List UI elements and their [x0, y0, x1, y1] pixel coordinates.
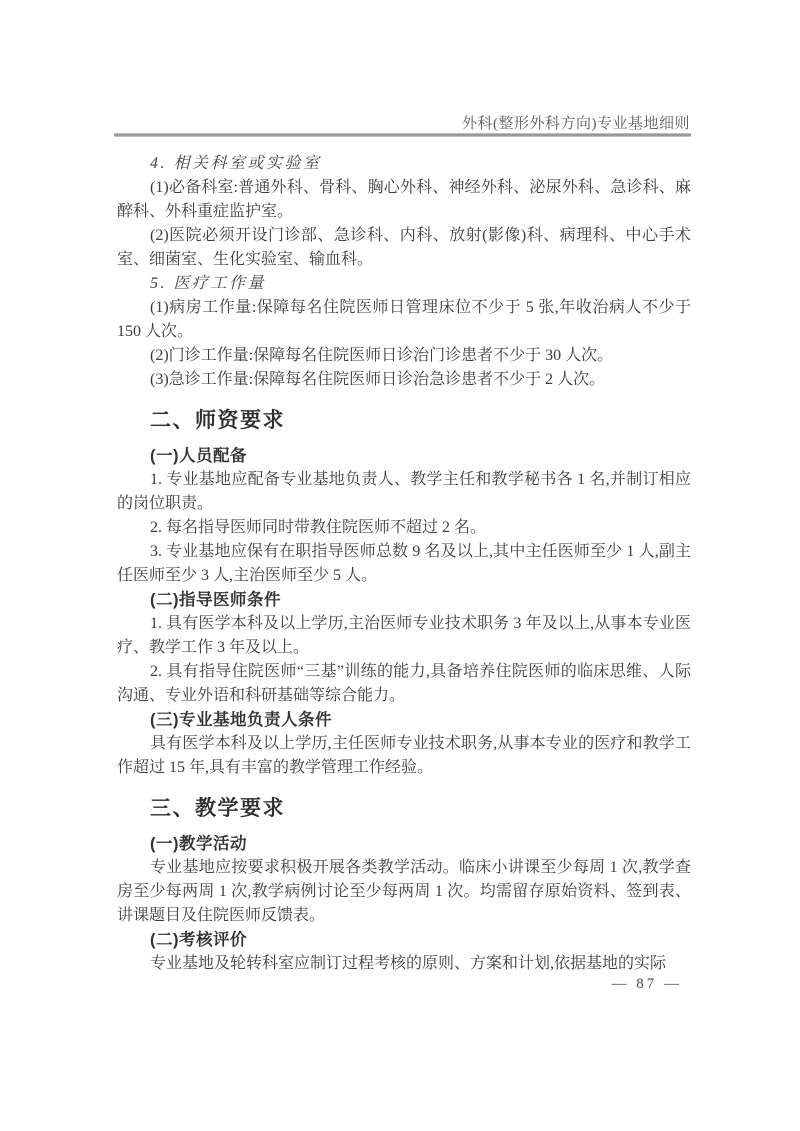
subheading-teaching-activities: (一)教学活动 [150, 835, 247, 853]
para-ward-workload: (1)病房工作量:保障每名住院医师日管理床位不少于 5 张,年收治病人不少于 150 人次。 [117, 299, 691, 340]
para-assessment: 专业基地及轮转科室应制订过程考核的原则、方案和计划,依据基地的实际 [150, 955, 667, 972]
subheading-supervisor-qualifications: (二)指导医师条件 [150, 591, 281, 609]
para-staffing-1: 1. 专业基地应配备专业基地负责人、教学主任和教学秘书各 1 名,并制订相应的岗位职责。 [117, 471, 691, 512]
para-staffing-3: 3. 专业基地应保有在职指导医师总数 9 名及以上,其中主任医师至少 1 人,副主任医师至少 3 人,主治医师至少 5 人。 [117, 543, 691, 584]
para-supervisor-1: 1. 具有医学本科及以上学历,主治医师专业技术职务 3 年及以上,从事本专业医疗、教学工作 3 年及以上。 [117, 615, 691, 656]
para-base-director: 具有医学本科及以上学历,主任医师专业技术职务,从事本专业的医疗和教学工作超过 15 年,具有丰富的教学管理工作经验。 [117, 735, 691, 776]
para-outpatient-workload: (2)门诊工作量:保障每名住院医师日诊治门诊患者不少于 30 人次。 [150, 347, 614, 364]
para-emergency-workload: (3)急诊工作量:保障每名住院医师日诊治急诊患者不少于 2 人次。 [150, 371, 606, 388]
subheading-assessment: (二)考核评价 [150, 931, 247, 949]
subhead-medical-workload: 5. 医疗工作量 [150, 275, 267, 292]
page-number: — 87 — [611, 976, 682, 992]
para-staffing-2: 2. 每名指导医师同时带教住院医师不超过 2 名。 [150, 519, 487, 536]
para-hospital-departments: (2)医院必须开设门诊部、急诊科、内科、放射(影像)科、病理科、中心手术室、细菌室、生化实验室、输血科。 [117, 227, 691, 268]
header-rule-divider [114, 133, 691, 137]
running-header: 外科(整形外科方向)专业基地细则 [462, 116, 690, 132]
para-teaching-activities: 专业基地应按要求积极开展各类教学活动。临床小讲课至少每周 1 次,教学查房至少每两周 1 次,教学病例讨论至少每两周 1 次。均需留存原始资料、签到表、讲课题目及住院医师反馈表。 [117, 859, 691, 924]
heading-teaching-requirements: 三、教学要求 [150, 797, 285, 820]
para-required-departments: (1)必备科室:普通外科、骨科、胸心外科、神经外科、泌尿外科、急诊科、麻醉科、外科重症监护室。 [117, 179, 691, 220]
subhead-related-departments: 4. 相关科室或实验室 [150, 155, 322, 172]
subheading-staffing: (一)人员配备 [150, 447, 247, 465]
heading-faculty-requirements: 二、师资要求 [150, 409, 285, 432]
para-supervisor-2: 2. 具有指导住院医师“三基”训练的能力,具备培养住院医师的临床思维、人际沟通、专业外语和科研基础等综合能力。 [117, 663, 691, 704]
subheading-base-director-qualifications: (三)专业基地负责人条件 [150, 711, 332, 729]
page-body [117, 152, 691, 976]
